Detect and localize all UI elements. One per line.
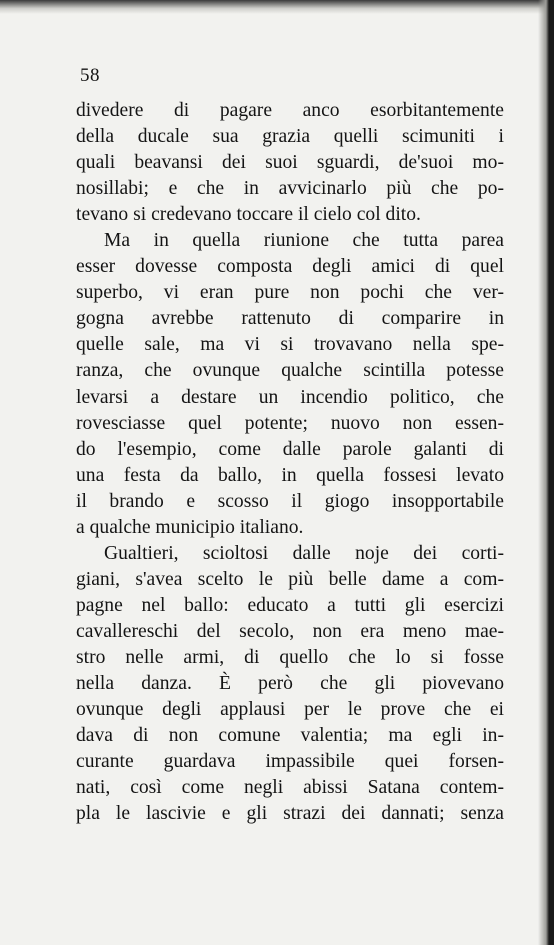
text-line: quelle sale, ma vi si trovavano nella spe- [76, 334, 504, 356]
text-line: esser dovesse composta degli amici di quel [76, 256, 504, 278]
text-line: superbo, vi eran pure non pochi che ver- [76, 282, 504, 304]
text-line: una festa da ballo, in quella fossesi levato [76, 464, 504, 486]
text-line: curante guardava impassibile quei forsen- [76, 751, 504, 773]
text-line: ovunque degli applausi per le prove che ei [76, 699, 504, 721]
book-page [76, 64, 504, 827]
text-line: Gualtieri, scioltosi dalle noje dei corti- [104, 542, 504, 564]
text-line: cavallereschi del secolo, non era meno mae- [76, 620, 504, 642]
text-line: nella danza. È però che gli piovevano [76, 673, 504, 695]
text-line: divedere di pagare anco esorbitantemente [76, 100, 504, 121]
paragraph [76, 541, 504, 828]
text-line: il brando e scosso il giogo insopportabile [76, 490, 504, 512]
text-line: stro nelle armi, di quello che lo si fosse [76, 646, 504, 668]
text-line: gogna avrebbe rattenuto di comparire in [76, 308, 504, 330]
text-line: Ma in quella riunione che tutta parea [104, 230, 504, 252]
text-line: pla le lascivie e gli strazi dei dannati; senza [76, 803, 504, 825]
scan-shadow-right [538, 0, 554, 945]
text-line: della ducale sua grazia quelli scimuniti i [76, 126, 504, 148]
text-line: a qualche municipio italiano. [76, 516, 304, 538]
text-line: do l'esempio, come dalle parole galanti di [76, 438, 504, 460]
page-text-body [76, 98, 504, 827]
text-line: quali beavansi dei suoi sguardi, de'suoi mo- [76, 152, 504, 174]
text-line: rovesciasse quel potente; nuovo non essen- [76, 412, 504, 434]
text-line: nati, così come negli abissi Satana contem- [76, 777, 504, 799]
paragraph [76, 228, 504, 541]
page-number: 58 [80, 65, 100, 86]
text-line: tevano si credevano toccare il cielo col dito. [76, 204, 421, 226]
text-line: nosillabi; e che in avvicinarlo più che po- [76, 178, 504, 200]
text-line: giani, s'avea scelto le più belle dame a com- [76, 568, 504, 590]
text-line: levarsi a destare un incendio politico, che [76, 386, 504, 408]
text-line: pagne nel ballo: educato a tutti gli esercizi [76, 594, 504, 616]
paragraph [76, 98, 504, 228]
text-line: dava di non comune valentia; ma egli in- [76, 725, 504, 747]
text-line: ranza, che ovunque qualche scintilla potesse [76, 360, 504, 382]
scan-shadow-top [0, 0, 554, 14]
